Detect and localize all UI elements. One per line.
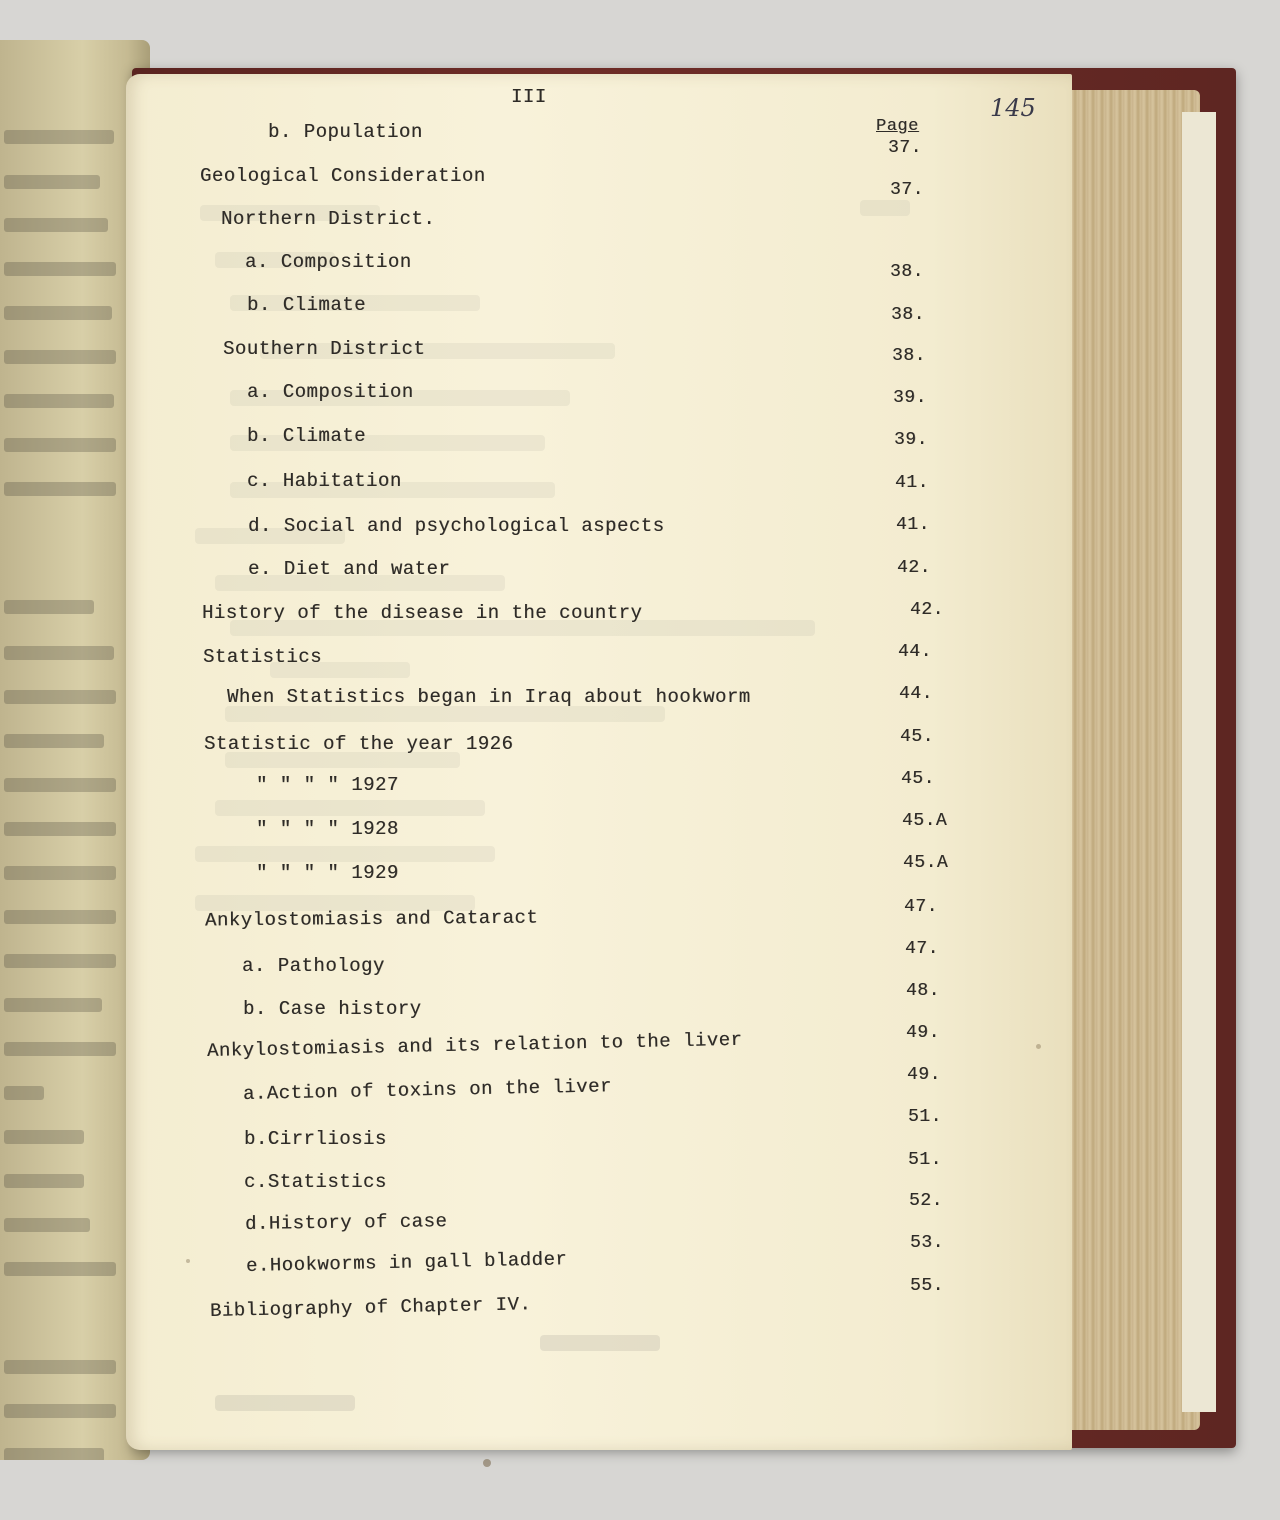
endpaper (1182, 112, 1216, 1412)
page-column-header: Page (876, 117, 919, 136)
toc-entry: History of the disease in the country (202, 602, 643, 624)
ink-spot (1036, 1044, 1041, 1049)
toc-page: 45.A (903, 853, 949, 873)
toc-page: 45. (901, 769, 935, 789)
toc-page: 51. (908, 1107, 942, 1127)
ink-spot (483, 1459, 491, 1467)
toc-page: 47. (905, 939, 939, 959)
toc-entry: a. Pathology (242, 955, 385, 977)
toc-page: 53. (910, 1233, 944, 1253)
toc-page: 49. (907, 1065, 941, 1085)
toc-entry: d. Social and psychological aspects (248, 515, 665, 537)
toc-page: 44. (898, 642, 932, 662)
toc-entry: Northern District. (221, 208, 436, 230)
toc-entry: Southern District (223, 338, 426, 360)
toc-entry: Statistic of the year 1926 (204, 733, 514, 755)
toc-entry: Ankylostomiasis and Cataract (204, 906, 539, 932)
toc-entry: " " " " 1929 (256, 862, 399, 884)
toc-entry: Geological Consideration (200, 165, 486, 187)
toc-page: 38. (892, 346, 926, 366)
toc-page: 38. (891, 305, 925, 325)
handwritten-folio-number: 145 (990, 94, 1036, 122)
toc-entry: b. Climate (247, 294, 367, 316)
toc-page: 44. (899, 684, 933, 704)
toc-page: 37. (888, 138, 922, 158)
toc-page: 41. (896, 515, 930, 535)
toc-entry: c. Habitation (247, 470, 402, 492)
toc-page: 47. (904, 897, 938, 917)
toc-entry: Ankylostomiasis and its relation to the liver (206, 1028, 743, 1062)
toc-entry: e. Diet and water (248, 558, 451, 580)
toc-entry: a.Action of toxins on the liver (242, 1075, 613, 1105)
toc-page: 42. (910, 600, 944, 620)
toc-page: 41. (895, 473, 929, 493)
ink-spot (186, 1259, 190, 1263)
toc-entry: Statistics (203, 646, 323, 668)
toc-entry: Bibliography of Chapter IV. (209, 1293, 532, 1322)
page-number: III (511, 86, 547, 108)
toc-page: 38. (890, 262, 924, 282)
toc-entry: b. Case history (243, 998, 422, 1020)
toc-entry: c.Statistics (244, 1171, 387, 1193)
toc-page: 45. (900, 727, 934, 747)
toc-page: 42. (897, 558, 931, 578)
toc-entry: d.History of case (244, 1210, 448, 1235)
toc-entry: a. Composition (247, 381, 414, 403)
page-edges (1060, 90, 1200, 1430)
toc-page: 39. (893, 388, 927, 408)
toc-entry: a. Composition (245, 251, 412, 273)
toc-page: 51. (908, 1150, 942, 1170)
toc-entry: " " " " 1927 (256, 774, 399, 796)
toc-entry: e.Hookworms in gall bladder (245, 1248, 568, 1277)
toc-page: 52. (909, 1191, 943, 1211)
toc-entry: b. Climate (247, 425, 367, 447)
toc-page: 49. (906, 1023, 940, 1043)
toc-entry: b.Cirrliosis (244, 1128, 387, 1150)
toc-entry: b. Population (268, 121, 423, 143)
toc-page: 55. (910, 1276, 944, 1296)
toc-page: 48. (906, 981, 940, 1001)
toc-page: 45.A (902, 811, 948, 831)
toc-entry: " " " " 1928 (256, 818, 399, 840)
toc-page: 39. (894, 430, 928, 450)
toc-page: 37. (890, 180, 924, 200)
toc-entry: When Statistics began in Iraq about hookworm (227, 686, 751, 708)
